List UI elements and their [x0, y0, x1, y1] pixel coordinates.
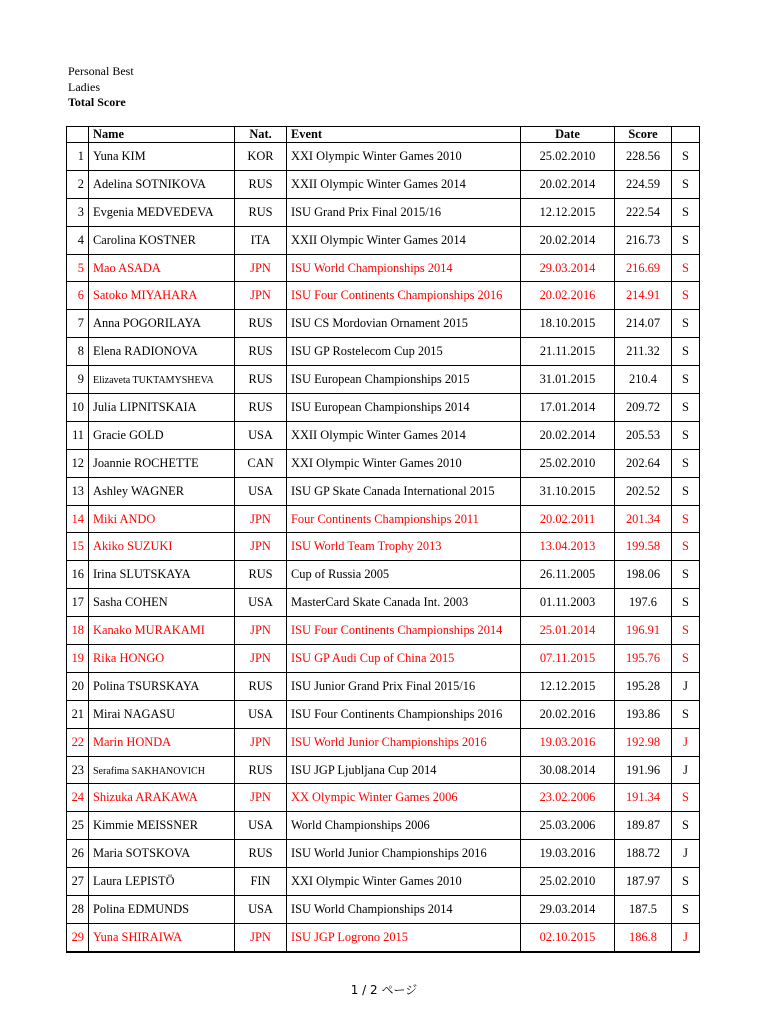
date-cell: 29.03.2014 — [521, 254, 615, 282]
table-row — [67, 226, 700, 254]
rank-cell: 12 — [67, 449, 89, 477]
score-cell: 191.96 — [615, 756, 672, 784]
name-cell: Elena RADIONOVA — [89, 338, 235, 366]
score-cell: 199.58 — [615, 533, 672, 561]
personal-best-table — [66, 126, 700, 953]
event-cell: ISU Four Continents Championships 2016 — [287, 282, 521, 310]
score-cell: 205.53 — [615, 421, 672, 449]
score-cell: 195.76 — [615, 645, 672, 673]
date-cell: 07.11.2015 — [521, 645, 615, 673]
level-cell: S — [672, 784, 700, 812]
score-cell: 187.97 — [615, 868, 672, 896]
level-cell: S — [672, 700, 700, 728]
date-cell: 23.02.2006 — [521, 784, 615, 812]
col-header-name: Name — [89, 127, 235, 143]
event-cell: ISU GP Rostelecom Cup 2015 — [287, 338, 521, 366]
event-cell: XXI Olympic Winter Games 2010 — [287, 868, 521, 896]
level-cell: S — [672, 310, 700, 338]
event-cell: ISU CS Mordovian Ornament 2015 — [287, 310, 521, 338]
date-cell: 30.08.2014 — [521, 756, 615, 784]
event-cell: ISU World Team Trophy 2013 — [287, 533, 521, 561]
table-row — [67, 533, 700, 561]
score-cell: 216.73 — [615, 226, 672, 254]
event-cell: XXII Olympic Winter Games 2014 — [287, 170, 521, 198]
event-cell: ISU Junior Grand Prix Final 2015/16 — [287, 672, 521, 700]
score-cell: 191.34 — [615, 784, 672, 812]
nationality-cell: JPN — [235, 505, 287, 533]
name-cell: Kanako MURAKAMI — [89, 617, 235, 645]
rank-cell: 22 — [67, 728, 89, 756]
level-cell: J — [672, 672, 700, 700]
table-row — [67, 170, 700, 198]
col-header-event: Event — [287, 127, 521, 143]
name-cell: Miki ANDO — [89, 505, 235, 533]
document-header — [68, 64, 134, 111]
rank-cell: 1 — [67, 143, 89, 171]
nationality-cell: RUS — [235, 310, 287, 338]
event-cell: ISU World Junior Championships 2016 — [287, 840, 521, 868]
date-cell: 31.01.2015 — [521, 366, 615, 394]
date-cell: 25.01.2014 — [521, 617, 615, 645]
level-cell: S — [672, 282, 700, 310]
header-title: Personal Best — [68, 64, 134, 78]
table-row — [67, 868, 700, 896]
nationality-cell: JPN — [235, 533, 287, 561]
col-header-date: Date — [521, 127, 615, 143]
nationality-cell: USA — [235, 812, 287, 840]
rank-cell: 25 — [67, 812, 89, 840]
date-cell: 17.01.2014 — [521, 394, 615, 422]
nationality-cell: JPN — [235, 254, 287, 282]
table-row — [67, 282, 700, 310]
event-cell: ISU GP Skate Canada International 2015 — [287, 477, 521, 505]
name-cell: Sasha COHEN — [89, 589, 235, 617]
event-cell: ISU World Championships 2014 — [287, 896, 521, 924]
date-cell: 20.02.2011 — [521, 505, 615, 533]
date-cell: 18.10.2015 — [521, 310, 615, 338]
level-cell: S — [672, 812, 700, 840]
table-row — [67, 700, 700, 728]
date-cell: 01.11.2003 — [521, 589, 615, 617]
page-number: 1 / 2 ページ — [350, 983, 418, 997]
date-cell: 20.02.2014 — [521, 226, 615, 254]
table-row — [67, 589, 700, 617]
level-cell: S — [672, 143, 700, 171]
nationality-cell: JPN — [235, 645, 287, 673]
score-cell: 196.91 — [615, 617, 672, 645]
event-cell: Cup of Russia 2005 — [287, 561, 521, 589]
score-cell: 228.56 — [615, 143, 672, 171]
name-cell: Anna POGORILAYA — [89, 310, 235, 338]
header-segment: Total Score — [68, 95, 126, 109]
rank-cell: 19 — [67, 645, 89, 673]
event-cell: ISU Four Continents Championships 2014 — [287, 617, 521, 645]
name-cell: Mirai NAGASU — [89, 700, 235, 728]
name-cell: Akiko SUZUKI — [89, 533, 235, 561]
date-cell: 26.11.2005 — [521, 561, 615, 589]
score-cell: 214.07 — [615, 310, 672, 338]
rank-cell: 3 — [67, 198, 89, 226]
score-cell: 187.5 — [615, 896, 672, 924]
nationality-cell: USA — [235, 421, 287, 449]
level-cell: J — [672, 923, 700, 951]
name-cell: Julia LIPNITSKAIA — [89, 394, 235, 422]
rank-cell: 17 — [67, 589, 89, 617]
nationality-cell: RUS — [235, 672, 287, 700]
table-row — [67, 645, 700, 673]
name-cell: Yuna KIM — [89, 143, 235, 171]
date-cell: 25.02.2010 — [521, 449, 615, 477]
event-cell: ISU JGP Ljubljana Cup 2014 — [287, 756, 521, 784]
nationality-cell: RUS — [235, 840, 287, 868]
event-cell: XXII Olympic Winter Games 2014 — [287, 226, 521, 254]
name-cell: Carolina KOSTNER — [89, 226, 235, 254]
rank-cell: 27 — [67, 868, 89, 896]
name-cell: Ashley WAGNER — [89, 477, 235, 505]
name-cell: Evgenia MEDVEDEVA — [89, 198, 235, 226]
score-cell: 193.86 — [615, 700, 672, 728]
col-header-rank — [67, 127, 89, 143]
date-cell: 25.03.2006 — [521, 812, 615, 840]
date-cell: 12.12.2015 — [521, 672, 615, 700]
nationality-cell: RUS — [235, 561, 287, 589]
name-cell: Polina EDMUNDS — [89, 896, 235, 924]
score-cell: 201.34 — [615, 505, 672, 533]
nationality-cell: FIN — [235, 868, 287, 896]
header-category: Ladies — [68, 79, 100, 94]
rank-cell: 6 — [67, 282, 89, 310]
name-cell: Yuna SHIRAIWA — [89, 923, 235, 951]
table-row — [67, 477, 700, 505]
table-row — [67, 672, 700, 700]
level-cell: S — [672, 366, 700, 394]
nationality-cell: JPN — [235, 282, 287, 310]
event-cell: MasterCard Skate Canada Int. 2003 — [287, 589, 521, 617]
table-row — [67, 812, 700, 840]
level-cell: S — [672, 254, 700, 282]
nationality-cell: RUS — [235, 338, 287, 366]
date-cell: 13.04.2013 — [521, 533, 615, 561]
score-cell: 189.87 — [615, 812, 672, 840]
score-cell: 186.8 — [615, 923, 672, 951]
level-cell: S — [672, 868, 700, 896]
name-cell: Adelina SOTNIKOVA — [89, 170, 235, 198]
level-cell: S — [672, 561, 700, 589]
name-cell: Satoko MIYAHARA — [89, 282, 235, 310]
date-cell: 20.02.2014 — [521, 170, 615, 198]
rank-cell: 4 — [67, 226, 89, 254]
rank-cell: 10 — [67, 394, 89, 422]
nationality-cell: JPN — [235, 728, 287, 756]
nationality-cell: CAN — [235, 449, 287, 477]
nationality-cell: JPN — [235, 784, 287, 812]
table-row — [67, 421, 700, 449]
rank-cell: 8 — [67, 338, 89, 366]
rank-cell: 16 — [67, 561, 89, 589]
nationality-cell: JPN — [235, 923, 287, 951]
table-row — [67, 254, 700, 282]
table-row — [67, 923, 700, 951]
rank-cell: 13 — [67, 477, 89, 505]
level-cell: J — [672, 840, 700, 868]
table-row — [67, 505, 700, 533]
table-row — [67, 198, 700, 226]
rank-cell: 11 — [67, 421, 89, 449]
nationality-cell: USA — [235, 589, 287, 617]
level-cell: S — [672, 338, 700, 366]
table-row — [67, 366, 700, 394]
level-cell: S — [672, 198, 700, 226]
name-cell: Maria SOTSKOVA — [89, 840, 235, 868]
event-cell: XXI Olympic Winter Games 2010 — [287, 449, 521, 477]
event-cell: ISU European Championships 2014 — [287, 394, 521, 422]
level-cell: S — [672, 645, 700, 673]
level-cell: S — [672, 617, 700, 645]
score-cell: 192.98 — [615, 728, 672, 756]
table-row — [67, 756, 700, 784]
date-cell: 20.02.2016 — [521, 282, 615, 310]
level-cell: J — [672, 728, 700, 756]
score-cell: 195.28 — [615, 672, 672, 700]
table-row — [67, 617, 700, 645]
nationality-cell: RUS — [235, 394, 287, 422]
date-cell: 20.02.2014 — [521, 421, 615, 449]
name-cell: Joannie ROCHETTE — [89, 449, 235, 477]
score-cell: 202.64 — [615, 449, 672, 477]
level-cell: S — [672, 589, 700, 617]
event-cell: World Championships 2006 — [287, 812, 521, 840]
table-row — [67, 784, 700, 812]
table-row — [67, 896, 700, 924]
date-cell: 31.10.2015 — [521, 477, 615, 505]
event-cell: XXI Olympic Winter Games 2010 — [287, 143, 521, 171]
level-cell: J — [672, 756, 700, 784]
rank-cell: 24 — [67, 784, 89, 812]
event-cell: ISU World Championships 2014 — [287, 254, 521, 282]
rank-cell: 23 — [67, 756, 89, 784]
event-cell: ISU World Junior Championships 2016 — [287, 728, 521, 756]
name-cell: Rika HONGO — [89, 645, 235, 673]
nationality-cell: KOR — [235, 143, 287, 171]
score-cell: 224.59 — [615, 170, 672, 198]
rank-cell: 15 — [67, 533, 89, 561]
rank-cell: 14 — [67, 505, 89, 533]
score-cell: 209.72 — [615, 394, 672, 422]
date-cell: 12.12.2015 — [521, 198, 615, 226]
event-cell: Four Continents Championships 2011 — [287, 505, 521, 533]
rank-cell: 28 — [67, 896, 89, 924]
event-cell: ISU JGP Logrono 2015 — [287, 923, 521, 951]
level-cell: S — [672, 421, 700, 449]
level-cell: S — [672, 170, 700, 198]
date-cell: 02.10.2015 — [521, 923, 615, 951]
level-cell: S — [672, 505, 700, 533]
table-row — [67, 310, 700, 338]
score-cell: 211.32 — [615, 338, 672, 366]
rank-cell: 21 — [67, 700, 89, 728]
date-cell: 29.03.2014 — [521, 896, 615, 924]
nationality-cell: RUS — [235, 198, 287, 226]
rank-cell: 5 — [67, 254, 89, 282]
col-header-nat: Nat. — [235, 127, 287, 143]
date-cell: 19.03.2016 — [521, 840, 615, 868]
date-cell: 19.03.2016 — [521, 728, 615, 756]
nationality-cell: RUS — [235, 756, 287, 784]
nationality-cell: JPN — [235, 617, 287, 645]
level-cell: S — [672, 477, 700, 505]
score-cell: 202.52 — [615, 477, 672, 505]
name-cell: Gracie GOLD — [89, 421, 235, 449]
event-cell: ISU Four Continents Championships 2016 — [287, 700, 521, 728]
col-header-score: Score — [615, 127, 672, 143]
rank-cell: 18 — [67, 617, 89, 645]
table-body — [67, 143, 700, 952]
score-cell: 210.4 — [615, 366, 672, 394]
nationality-cell: ITA — [235, 226, 287, 254]
score-cell: 222.54 — [615, 198, 672, 226]
table-row — [67, 561, 700, 589]
name-cell: Kimmie MEISSNER — [89, 812, 235, 840]
rank-cell: 26 — [67, 840, 89, 868]
event-cell: ISU Grand Prix Final 2015/16 — [287, 198, 521, 226]
date-cell: 21.11.2015 — [521, 338, 615, 366]
rank-cell: 7 — [67, 310, 89, 338]
table-row — [67, 840, 700, 868]
nationality-cell: USA — [235, 896, 287, 924]
name-cell: Elizaveta TUKTAMYSHEVA — [89, 366, 235, 394]
name-cell: Polina TSURSKAYA — [89, 672, 235, 700]
table-row — [67, 449, 700, 477]
score-cell: 216.69 — [615, 254, 672, 282]
name-cell: Laura LEPISTÖ — [89, 868, 235, 896]
rank-cell: 2 — [67, 170, 89, 198]
rank-cell: 9 — [67, 366, 89, 394]
event-cell: XXII Olympic Winter Games 2014 — [287, 421, 521, 449]
score-cell: 197.6 — [615, 589, 672, 617]
table-header-row — [67, 127, 700, 143]
nationality-cell: USA — [235, 700, 287, 728]
date-cell: 20.02.2016 — [521, 700, 615, 728]
event-cell: ISU European Championships 2015 — [287, 366, 521, 394]
name-cell: Marin HONDA — [89, 728, 235, 756]
score-cell: 198.06 — [615, 561, 672, 589]
event-cell: ISU GP Audi Cup of China 2015 — [287, 645, 521, 673]
name-cell: Shizuka ARAKAWA — [89, 784, 235, 812]
date-cell: 25.02.2010 — [521, 143, 615, 171]
score-cell: 214.91 — [615, 282, 672, 310]
name-cell: Mao ASADA — [89, 254, 235, 282]
level-cell: S — [672, 896, 700, 924]
name-cell: Serafima SAKHANOVICH — [89, 756, 235, 784]
rank-cell: 29 — [67, 923, 89, 951]
date-cell: 25.02.2010 — [521, 868, 615, 896]
level-cell: S — [672, 449, 700, 477]
col-header-level — [672, 127, 700, 143]
nationality-cell: RUS — [235, 366, 287, 394]
level-cell: S — [672, 533, 700, 561]
score-cell: 188.72 — [615, 840, 672, 868]
table-row — [67, 728, 700, 756]
level-cell: S — [672, 226, 700, 254]
rank-cell: 20 — [67, 672, 89, 700]
table-row — [67, 394, 700, 422]
table-row — [67, 338, 700, 366]
table-row — [67, 143, 700, 171]
name-cell: Irina SLUTSKAYA — [89, 561, 235, 589]
nationality-cell: USA — [235, 477, 287, 505]
nationality-cell: RUS — [235, 170, 287, 198]
event-cell: XX Olympic Winter Games 2006 — [287, 784, 521, 812]
level-cell: S — [672, 394, 700, 422]
